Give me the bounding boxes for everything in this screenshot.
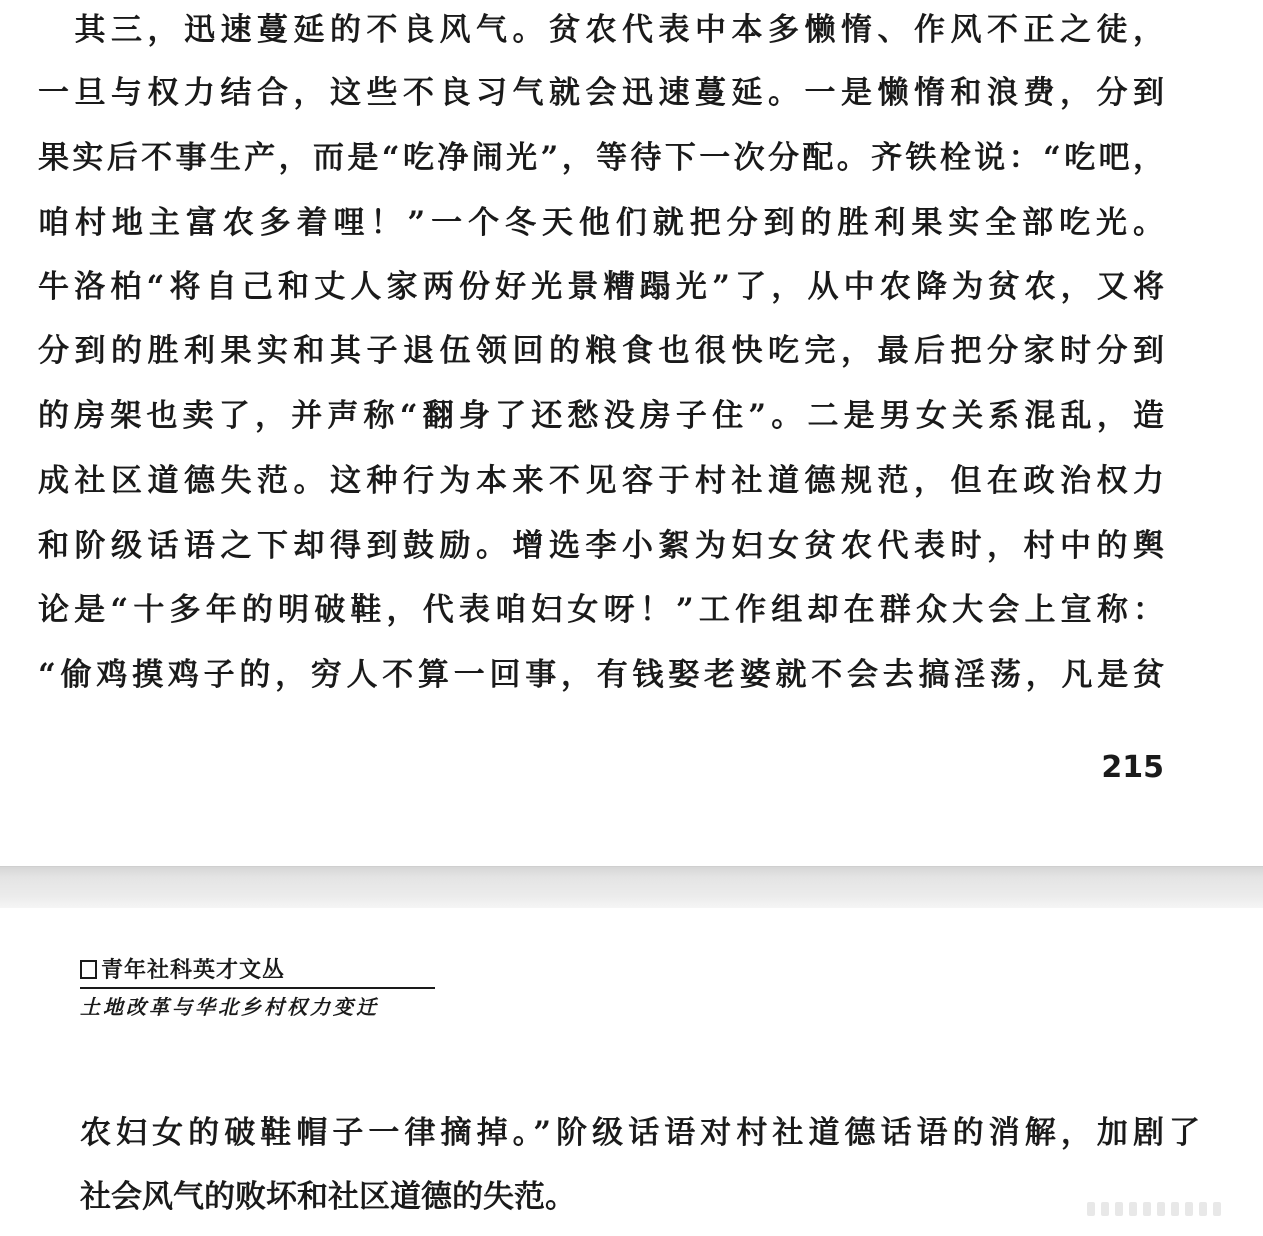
scroll-tick [1129,1202,1137,1216]
body-line-12: 农妇女的破鞋帽子一律摘掉。”阶级话语对村社道德话语的消解，加剧了 [80,1115,1200,1151]
scroll-indicator [1087,1202,1247,1216]
body-line-13: 社会风气的败坏和社区道德的失范。 [80,1179,576,1215]
body-line-8: 成社区道德失范。这种行为本来不见容于村社道德规范，但在政治权力 [38,463,1164,499]
body-line-6: 分到的胜利果实和其子退伍领回的粮食也很快吃完，最后把分家时分到 [38,333,1164,369]
body-line-5: 牛洛柏“将自己和丈人家两份好光景糟蹋光”了，从中农降为贫农，又将 [38,269,1164,305]
page-number: 215 [1101,750,1164,785]
body-line-3: 果实后不事生产，而是“吃净闹光”，等待下一次分配。齐铁栓说：“吃吧， [38,140,1164,176]
scroll-tick [1157,1202,1165,1216]
book-title: 土地改革与华北乡村权力变迁 [80,995,379,1019]
body-line-4: 咱村地主富农多着哩！”一个冬天他们就把分到的胜利果实全部吃光。 [38,205,1164,241]
header-rule [80,987,435,989]
scroll-tick [1185,1202,1193,1216]
body-line-9: 和阶级话语之下却得到鼓励。增选李小絮为妇女贫农代表时，村中的舆 [38,528,1164,564]
body-line-7: 的房架也卖了，并声称“翻身了还愁没房子住”。二是男女关系混乱，造 [38,398,1164,434]
body-line-10: 论是“十多年的明破鞋，代表咱妇女呀！”工作组却在群众大会上宣称： [38,592,1164,628]
body-line-1: 其三，迅速蔓延的不良风气。贫农代表中本多懒惰、作风不正之徒， [38,12,1164,48]
running-header [80,955,440,1021]
series-title-text: 青年社科英才文丛 [101,957,286,983]
scroll-tick [1199,1202,1207,1216]
scroll-tick [1115,1202,1123,1216]
series-title [80,955,440,985]
body-line-2: 一旦与权力结合，这些不良习气就会迅速蔓延。一是懒惰和浪费，分到 [38,75,1164,111]
scroll-tick [1143,1202,1151,1216]
scroll-tick [1213,1202,1221,1216]
scroll-tick [1101,1202,1109,1216]
scroll-tick [1171,1202,1179,1216]
page-divider [0,866,1263,910]
square-box-icon [80,960,97,979]
scroll-tick [1087,1202,1095,1216]
body-line-11: “偷鸡摸鸡子的，穷人不算一回事，有钱娶老婆就不会去搞淫荡，凡是贫 [38,657,1164,693]
